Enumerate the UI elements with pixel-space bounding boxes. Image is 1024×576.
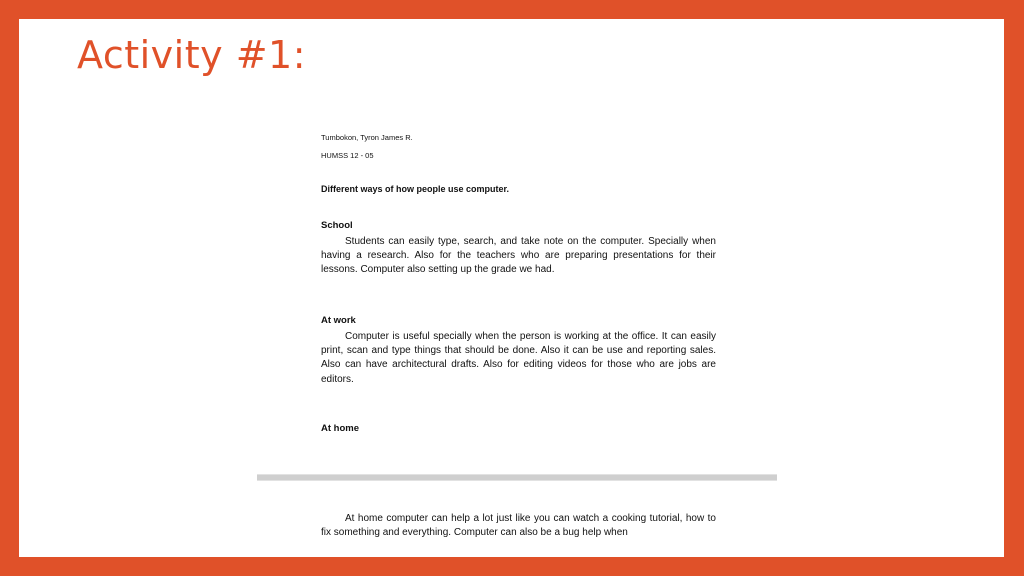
section-heading-at-work: At work: [321, 315, 356, 326]
section-text-at-work: Computer is useful specially when the person is working at the office. It can easily print, scan and type things that should be done. Also it can be use and reporting sales. Also can have architectural drafts. Also for editing videos for those who are jobs are editors.: [321, 331, 716, 385]
author-name: Tumbokon, Tyron James R.: [321, 133, 413, 142]
section-heading-at-home: At home: [321, 423, 359, 434]
document-title: Different ways of how people use computer.: [321, 184, 510, 194]
section-text-at-home: At home computer can help a lot just like you can watch a cooking tutorial, how to fix something and everything. Computer can also be a bug help when: [321, 513, 716, 539]
section-text-school: Students can easily type, search, and take note on the computer. Specially when having a research. Also for the teachers who are preparing presentations for their lessons. Computer also setting up the grade we had.: [321, 236, 716, 276]
slide-title: Activity #1:: [77, 33, 307, 77]
class-section: HUMSS 12 - 05: [321, 151, 374, 160]
document-image: [257, 19, 777, 557]
slide: [19, 19, 1004, 557]
page-break-divider: [257, 474, 777, 481]
section-heading-school: School: [321, 220, 353, 231]
